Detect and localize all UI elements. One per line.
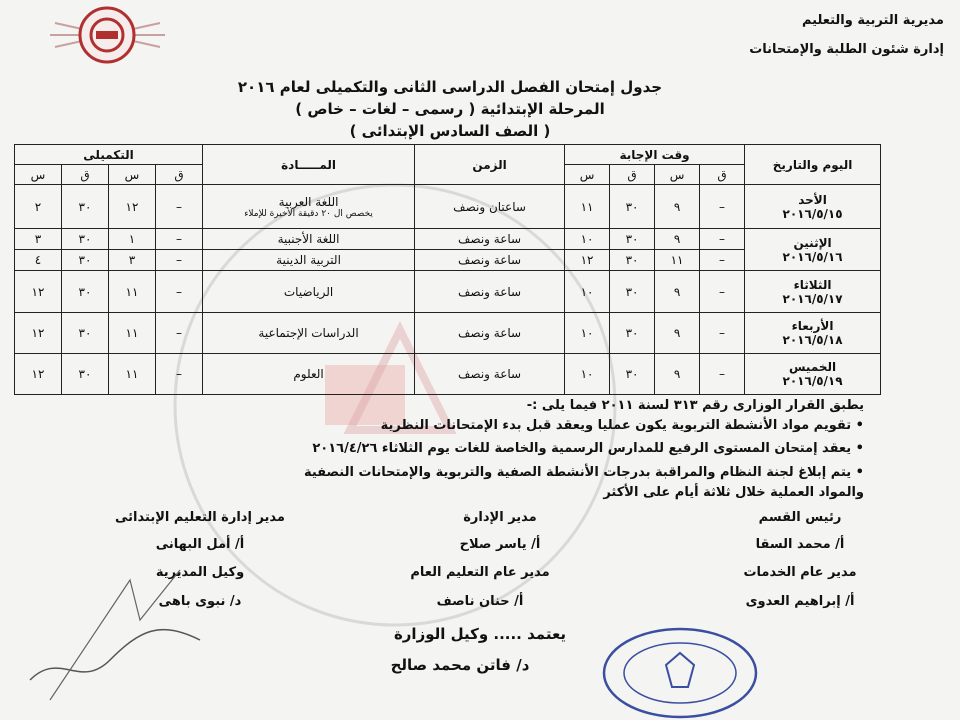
makeup-start-hour: ١١ xyxy=(109,354,156,395)
note-intro: يطبق القرار الوزارى رقم ٣١٣ لسنة ٢٠١١ فيما يلى :- xyxy=(526,398,864,413)
makeup-end-hour: ١٢ xyxy=(15,354,62,395)
table-row xyxy=(15,229,881,250)
day-date-cell xyxy=(745,271,881,313)
makeup-end-min: ٣٠ xyxy=(62,250,109,271)
makeup-end-hour: ٢ xyxy=(15,185,62,229)
answer-s-header: س xyxy=(655,165,700,185)
signature-title: مدير عام التعليم العام xyxy=(410,565,550,580)
exam-date: ٢٠١٦/٥/١٦ xyxy=(782,249,843,264)
exam-date: ٢٠١٦/٥/١٧ xyxy=(782,291,843,306)
answer-end-min: ٣٠ xyxy=(610,250,655,271)
makeup-start-hour: ٣ xyxy=(109,250,156,271)
signature-title: مدير إدارة التعليم الإبتدائى xyxy=(115,510,285,525)
day-name: الثلاثاء xyxy=(793,277,832,292)
subject-cell: الرياضيات xyxy=(203,271,415,313)
subject-note: يخصص ال ٢٠ دقيقة الأخيرة للإملاء xyxy=(244,208,373,219)
answer-start-hour: ٩ xyxy=(655,313,700,354)
answer-start-hour: ١١ xyxy=(655,250,700,271)
signature-name: أ/ أمل البهانى xyxy=(155,537,245,552)
makeup-end-hour: ٣ xyxy=(15,229,62,250)
makeup-start-min: – xyxy=(156,313,203,354)
answer-start-min: – xyxy=(700,354,745,395)
signature-name: أ/ ياسر صلاح xyxy=(459,537,541,552)
day-date-cell xyxy=(745,354,881,395)
answer-s-header: س xyxy=(565,165,610,185)
answer-end-hour: ١١ xyxy=(565,185,610,229)
subject-cell xyxy=(203,185,415,229)
note-text: يعقد إمتحان المستوى الرفيع للمدارس الرسمية والخاصة للغات يوم الثلاثاء ٢٠١٦/٤/٢٦ xyxy=(312,441,852,456)
signature-title: مدير الإدارة xyxy=(463,510,537,525)
signature-name: د/ نبوى باهى xyxy=(158,594,242,609)
answer-start-hour: ٩ xyxy=(655,229,700,250)
note-item: • يتم إبلاغ لجنة النظام والمراقبة بدرجات الأنشطة الصفية والتربوية والإمتحانات النصفية xyxy=(303,465,864,480)
answer-end-min: ٣٠ xyxy=(610,313,655,354)
handwritten-signature xyxy=(20,560,220,710)
makeup-end-hour: ١٢ xyxy=(15,271,62,313)
answer-q-header: ق xyxy=(700,165,745,185)
duration-cell: ساعتان ونصف xyxy=(415,185,565,229)
table-row xyxy=(15,185,881,229)
approval-line: يعتمد ..... وكيل الوزارة xyxy=(393,625,567,643)
answer-start-min: – xyxy=(700,250,745,271)
official-stamp xyxy=(600,625,760,720)
table-row xyxy=(15,271,881,313)
makeup-header: التكميلى xyxy=(15,145,203,165)
answer-end-min: ٣٠ xyxy=(610,354,655,395)
day-name: الأحد xyxy=(798,192,827,207)
makeup-start-hour: ١١ xyxy=(109,313,156,354)
subject-name: اللغة العربية xyxy=(278,194,339,209)
signature-block xyxy=(360,565,600,609)
answer-end-hour: ١٠ xyxy=(565,313,610,354)
signature-block xyxy=(700,565,900,609)
makeup-end-min: ٣٠ xyxy=(62,354,109,395)
note-text: والمواد العملية خلال ثلاثة أيام على الأكثر xyxy=(603,485,864,500)
makeup-start-min: – xyxy=(156,185,203,229)
title-line2: المرحلة الإبتدائية ( رسمى – لغات – خاص ) xyxy=(295,100,605,118)
signature-name: أ/ إبراهيم العدوى xyxy=(745,594,855,609)
title-line1: جدول إمتحان الفصل الدراسى الثانى والتكميلى لعام ٢٠١٦ xyxy=(237,78,663,96)
note-item: • يعقد إمتحان المستوى الرفيع للمدارس الرسمية والخاصة للغات يوم الثلاثاء ٢٠١٦/٤/٢٦ xyxy=(312,441,864,456)
makeup-end-min: ٣٠ xyxy=(62,229,109,250)
makeup-start-hour: ١ xyxy=(109,229,156,250)
duration-cell: ساعة ونصف xyxy=(415,229,565,250)
makeup-s-header: س xyxy=(109,165,156,185)
exam-date: ٢٠١٦/٥/١٩ xyxy=(782,374,843,388)
signature-name: أ/ حنان ناصف xyxy=(436,594,524,609)
signature-block xyxy=(70,510,330,552)
answer-start-min: – xyxy=(700,271,745,313)
day-name: الإثنين xyxy=(793,235,832,250)
makeup-q-header: ق xyxy=(156,165,203,185)
note-text: تقويم مواد الأنشطة التربوية يكون عمليا ويعقد قبل بدء الإمتحانات النظرية xyxy=(380,418,852,433)
makeup-start-min: – xyxy=(156,354,203,395)
answer-time-header: وقت الإجابة xyxy=(565,145,745,165)
approver-name: د/ فاتن محمد صالح xyxy=(390,656,530,674)
duration-cell: ساعة ونصف xyxy=(415,354,565,395)
signature-block xyxy=(700,510,900,552)
makeup-start-hour: ١٢ xyxy=(109,185,156,229)
answer-end-min: ٣٠ xyxy=(610,229,655,250)
day-date-cell xyxy=(745,313,881,354)
answer-end-min: ٣٠ xyxy=(610,185,655,229)
signature-block xyxy=(400,510,600,552)
makeup-end-min: ٣٠ xyxy=(62,313,109,354)
signature-name: أ/ محمد السقا xyxy=(755,537,845,552)
makeup-start-hour: ١١ xyxy=(109,271,156,313)
answer-end-hour: ١٠ xyxy=(565,354,610,395)
day-date-header: اليوم والتاريخ xyxy=(745,145,881,185)
subject-cell: اللغة الأجنبية xyxy=(203,229,415,250)
makeup-end-min: ٣٠ xyxy=(62,185,109,229)
answer-q-header: ق xyxy=(610,165,655,185)
subject-header: المـــــادة xyxy=(203,145,415,185)
makeup-start-min: – xyxy=(156,250,203,271)
day-name: الخميس xyxy=(788,360,837,374)
day-name: الأربعاء xyxy=(791,319,834,333)
makeup-q-header: ق xyxy=(62,165,109,185)
makeup-end-min: ٣٠ xyxy=(62,271,109,313)
answer-start-hour: ٩ xyxy=(655,271,700,313)
answer-start-min: – xyxy=(700,313,745,354)
answer-end-min: ٣٠ xyxy=(610,271,655,313)
makeup-end-hour: ١٢ xyxy=(15,313,62,354)
exam-date: ٢٠١٦/٥/١٨ xyxy=(782,333,843,347)
note-item: • تقويم مواد الأنشطة التربوية يكون عمليا ويعقد قبل بدء الإمتحانات النظرية xyxy=(380,418,864,433)
title-line3: ( الصف السادس الإبتدائى ) xyxy=(349,122,551,140)
answer-start-hour: ٩ xyxy=(655,354,700,395)
note-text: يتم إبلاغ لجنة النظام والمراقبة بدرجات الأنشطة الصفية والتربوية والإمتحانات النصفية xyxy=(303,465,852,480)
header xyxy=(749,12,944,58)
ministry-logo xyxy=(40,5,175,65)
subject-cell: العلوم xyxy=(203,354,415,395)
subject-cell: الدراسات الإجتماعية xyxy=(203,313,415,354)
signature-title: رئيس القسم xyxy=(758,510,842,525)
signature-title: وكيل المديرية xyxy=(155,565,245,580)
subject-cell: التربية الدينية xyxy=(203,250,415,271)
duration-header: الزمن xyxy=(415,145,565,185)
exam-date: ٢٠١٦/٥/١٥ xyxy=(782,206,843,221)
header-line2: إدارة شئون الطلبة والإمتحانات xyxy=(749,42,944,57)
makeup-start-min: – xyxy=(156,229,203,250)
day-date-cell xyxy=(745,229,881,271)
header-line1: مديرية التربية والتعليم xyxy=(801,13,944,28)
makeup-s-header: س xyxy=(15,165,62,185)
makeup-end-hour: ٤ xyxy=(15,250,62,271)
answer-end-hour: ١٠ xyxy=(565,229,610,250)
day-date-cell xyxy=(745,185,881,229)
signature-title: مدير عام الخدمات xyxy=(743,565,857,580)
answer-start-min: – xyxy=(700,185,745,229)
duration-cell: ساعة ونصف xyxy=(415,313,565,354)
answer-start-min: – xyxy=(700,229,745,250)
answer-start-hour: ٩ xyxy=(655,185,700,229)
answer-end-hour: ١٢ xyxy=(565,250,610,271)
makeup-start-min: – xyxy=(156,271,203,313)
table-row xyxy=(15,313,881,354)
duration-cell: ساعة ونصف xyxy=(415,250,565,271)
exam-schedule-table xyxy=(14,144,881,395)
answer-end-hour: ١٠ xyxy=(565,271,610,313)
duration-cell: ساعة ونصف xyxy=(415,271,565,313)
table-row xyxy=(15,354,881,395)
